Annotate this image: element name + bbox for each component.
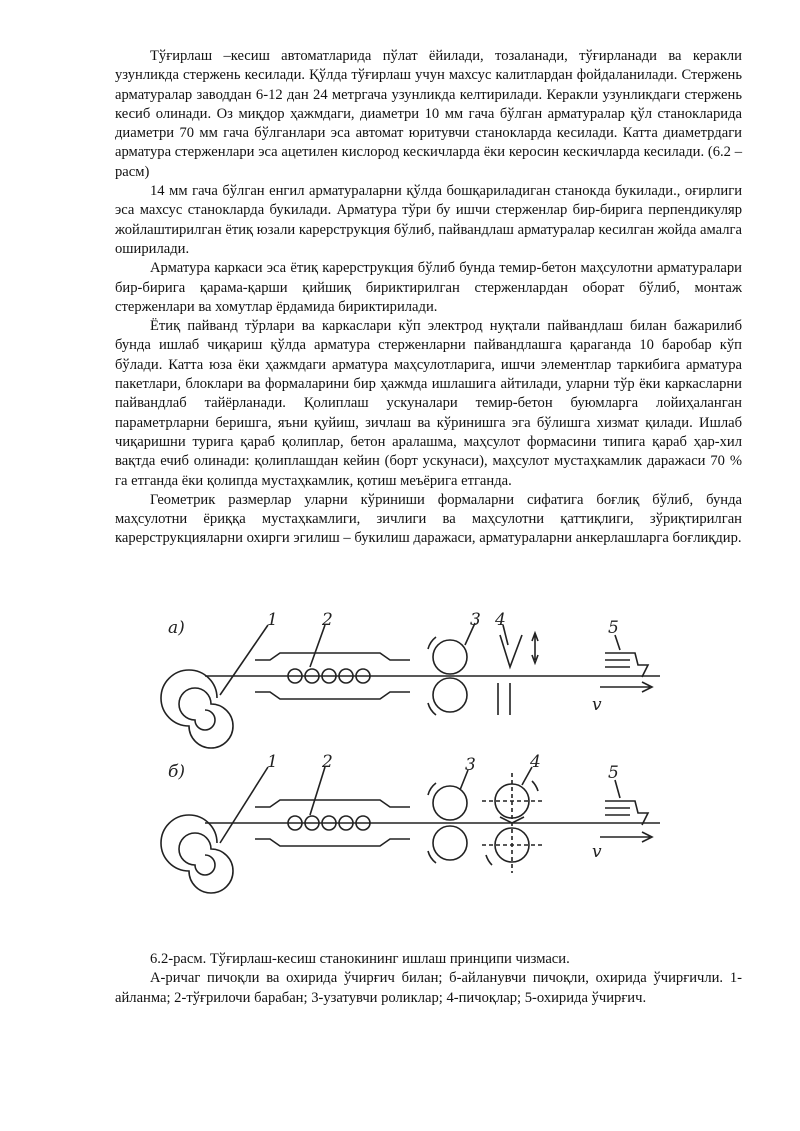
coil-a bbox=[161, 670, 233, 748]
feed-roller-bottom-b bbox=[433, 826, 467, 860]
velocity-label-a: v bbox=[592, 695, 602, 715]
velocity-label-b: v bbox=[592, 842, 602, 862]
paragraph-5: Геометрик размерлар уларни кўриниши формаларни сифатига боғлиқ бўлиб, бунда маҳсулотни ёриққа мустаҳкамлиги, зичлиги ва маҳсулотни қаттиқлиги, зўриқтирилган карерструкцияларни охирги эгилиш – букилиш даражаси, арматураларни анкерлашларга боғлиқдир. bbox=[115, 491, 742, 547]
figure-6-2 bbox=[160, 605, 680, 905]
paragraph-3: Арматура каркаси эса ётиқ карерструкция бўлиб бунда темир-бетон маҳсулотни арматуралари бир-бирига қарама-қарши қийшиқ бириктирилган стерженлардан оборат бўлиб, монтаж стерженлари ва хомутлар ёрдамида бириктирилади. bbox=[115, 260, 742, 315]
label-b-1: 1 bbox=[267, 752, 278, 772]
paragraph-2: 14 мм гача бўлган енгил арматураларни қўлда бошқариладиган станокда букилади., оғирлиги эса махсус станокларда букилади. Арматура тўри бу ишчи стерженлар бир-бирига перпендикуляр жойлаштирилган ётиқ юзали карерструкция бўлиб, пайвандлаш арматуралар кесилган жойда амалга оширилади. bbox=[115, 183, 742, 257]
machine-diagram bbox=[160, 605, 680, 905]
label-a-2: 2 bbox=[322, 610, 333, 630]
stopper-a bbox=[605, 653, 648, 677]
panel-b-label: б) bbox=[168, 762, 186, 782]
caption-title: 6.2-расм. Тўғирлаш-кесиш станокининг ишлаш принципи чизмаси. bbox=[150, 951, 570, 967]
knife-a bbox=[498, 635, 522, 715]
coil-b bbox=[161, 815, 233, 893]
feed-roller-bottom-a bbox=[433, 678, 467, 712]
panel-a-label: а) bbox=[168, 618, 185, 638]
paragraph-1: Тўғирлаш –кесиш автоматларида пўлат ёйилади, тозаланади, тўғирланади ва керакли узунликда стержень кесилади. Қўлда тўғирлаш учун махсус калитлардан фойдаланилади. Стержень арматуралар заводдан 6-12 дан 24 метргача узунликда келтирилади. Керакли узунликдаги стержень кесиб олинади. Оз миқдор ҳажмдаги, диаметри 10 мм гача бўлган арматуралар қўл станокларида диаметри 70 мм гача бўлганлари эса автомат юритувчи станокларда кесилади. Катта диаметрдаги арматура стерженлари эса ацетилен кислород кескичларда ёки керосин кескичларда кесилади. (6.2 – расм) bbox=[115, 48, 742, 180]
body-text bbox=[115, 47, 742, 549]
figure-caption bbox=[115, 950, 742, 1008]
label-b-5: 5 bbox=[608, 763, 619, 783]
stopper-b bbox=[605, 801, 648, 825]
label-a-3: 3 bbox=[470, 610, 481, 630]
label-b-3: 3 bbox=[465, 755, 476, 775]
label-a-4: 4 bbox=[495, 610, 506, 630]
paragraph-4: Ётиқ пайванд тўрлари ва каркаслари кўп электрод нуқтали пайвандлаш билан бажарилиб бунда ишлаб чиқариш қўлда арматура стерженларни пайвандлашга қараганда 10 баробар кўп бўлади. Катта юза ёки ҳажмдаги арматура маҳсулотларига, ишчи элементлар таркибига арматура пакетлари, блоклари ва формаларини бир ҳажмда ишлашига айтилади, уларни тўр ёки каркасларни пайвандлаб тайёрланади. Қолиплаш ускуналари темир-бетон буюмларга лойиҳаланган параметрларни беришга, яъни қуйиш, зичлаш ва кўринишга эга бўлишга хизмат қилади. Ишлаб чиқаришни турига қараб қолиплар, бетон аралашма, маҳсулот формасини типига қараб ҳар-хил вақтда ечиб олинади: қолиплашдан кейин (борт ускунаси), маҳсулот мустаҳкамлик даражаси 70 % га етганда ёки қолипда мустаҳкамлик, қотиш меъёрига етганда. bbox=[115, 318, 742, 489]
label-a-1: 1 bbox=[267, 610, 278, 630]
feed-roller-top-a bbox=[433, 640, 467, 674]
caption-legend: А-ричаг пичоқли ва охирида ўчирғич билан; б-айланувчи пичоқли, охирида ўчирғичли. 1-айланма; 2-тўғрилочи барабан; 3-узатувчи роликлар; 4-пичоқлар; 5-охирида ўчирғич. bbox=[115, 970, 742, 1006]
label-b-4: 4 bbox=[530, 752, 541, 772]
label-b-2: 2 bbox=[322, 752, 333, 772]
label-a-5: 5 bbox=[608, 618, 619, 638]
feed-roller-top-b bbox=[433, 786, 467, 820]
